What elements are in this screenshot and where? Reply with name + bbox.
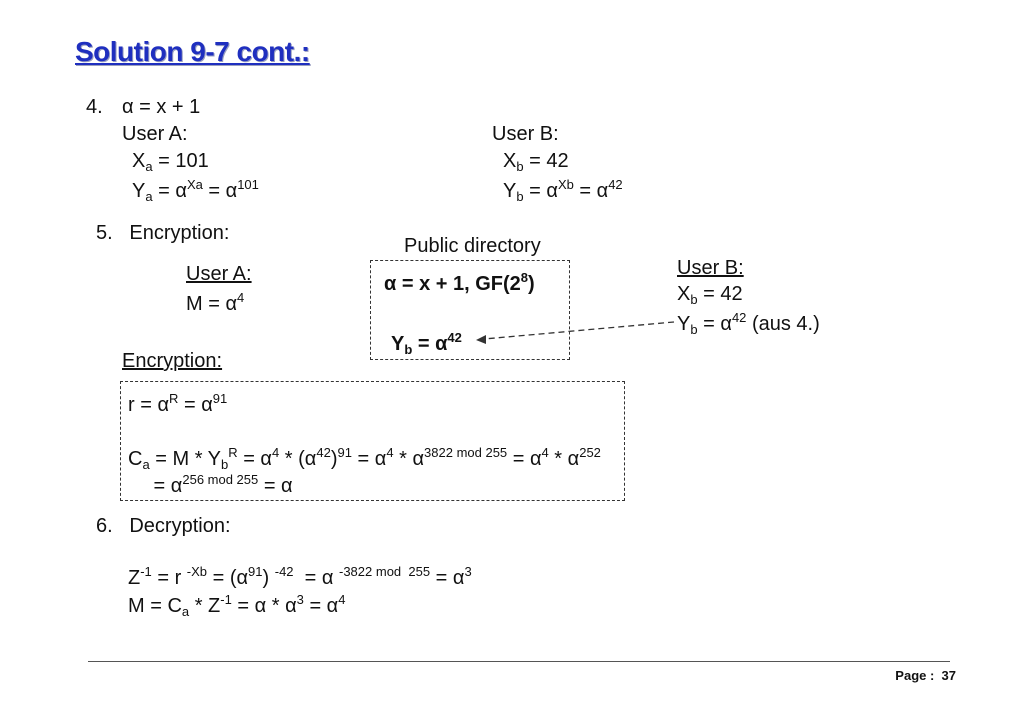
public-directory-label: Public directory bbox=[404, 235, 541, 257]
encrypt-user-b-yb: $Y_b = \alpha^{42}$ (aus 4.) bbox=[677, 310, 820, 337]
z-inverse-equation: $Z^{-1} = r$ $^{-Xb} = (\alpha^{91}) ^{-42} = \alpha$ $^{-3822 mod 255} = \alpha^3$ bbox=[128, 564, 472, 589]
ephemeral-r: $r = \alpha^R = \alpha^{91}$ bbox=[128, 391, 228, 416]
encrypt-user-a-label: User A: bbox=[186, 263, 252, 285]
encrypt-user-b-label: User B: bbox=[677, 257, 744, 279]
user-b-private-key: $X_b = 42$ bbox=[503, 150, 569, 174]
footer-divider bbox=[88, 661, 950, 662]
public-directory-yb: $Y_b = \alpha^{42}$ bbox=[391, 330, 462, 357]
message-m: $M = \alpha^4$ bbox=[186, 290, 245, 315]
step-6-heading: 6. Decryption: bbox=[96, 515, 231, 537]
user-a-public-key: $Y_a = \alpha^{Xa} = \alpha^{101}$ bbox=[132, 177, 259, 204]
user-a-label: User A: bbox=[122, 123, 188, 145]
encrypt-user-b-xb: $X_b = 42$ bbox=[677, 283, 743, 307]
alpha-definition: α = x + 1 bbox=[122, 96, 201, 118]
page-title: Solution 9-7 cont.: bbox=[75, 36, 310, 67]
step-4-number: 4. bbox=[86, 96, 103, 118]
page-number: Page : 37 bbox=[895, 668, 956, 683]
decrypted-message: $M = C_a * Z^{-1} = \alpha * \alpha^3 = \alpha^4$ bbox=[128, 592, 346, 619]
user-b-label: User B: bbox=[492, 123, 559, 145]
public-directory-params: α = x + 1, $GF(2^8)$ bbox=[384, 270, 535, 295]
ciphertext-equation: $C_a = M * Y_b^R = \alpha^4 * (\alpha^{42})^{91} = \alpha^4 * \alpha^{3822 mod 255} = \alpha^4 * \alpha^{252}$ bbox=[128, 445, 601, 472]
user-b-public-key: $Y_b = \alpha^{Xb} = \alpha^{42}$ bbox=[503, 177, 623, 204]
step-5-heading: 5. Encryption: bbox=[96, 222, 230, 244]
user-a-private-key: $X_a = 101$ bbox=[132, 150, 209, 174]
ciphertext-result: = $\alpha^{256 mod 255} = \alpha$ bbox=[148, 472, 293, 497]
encryption-sublabel: Encryption: bbox=[122, 350, 223, 372]
